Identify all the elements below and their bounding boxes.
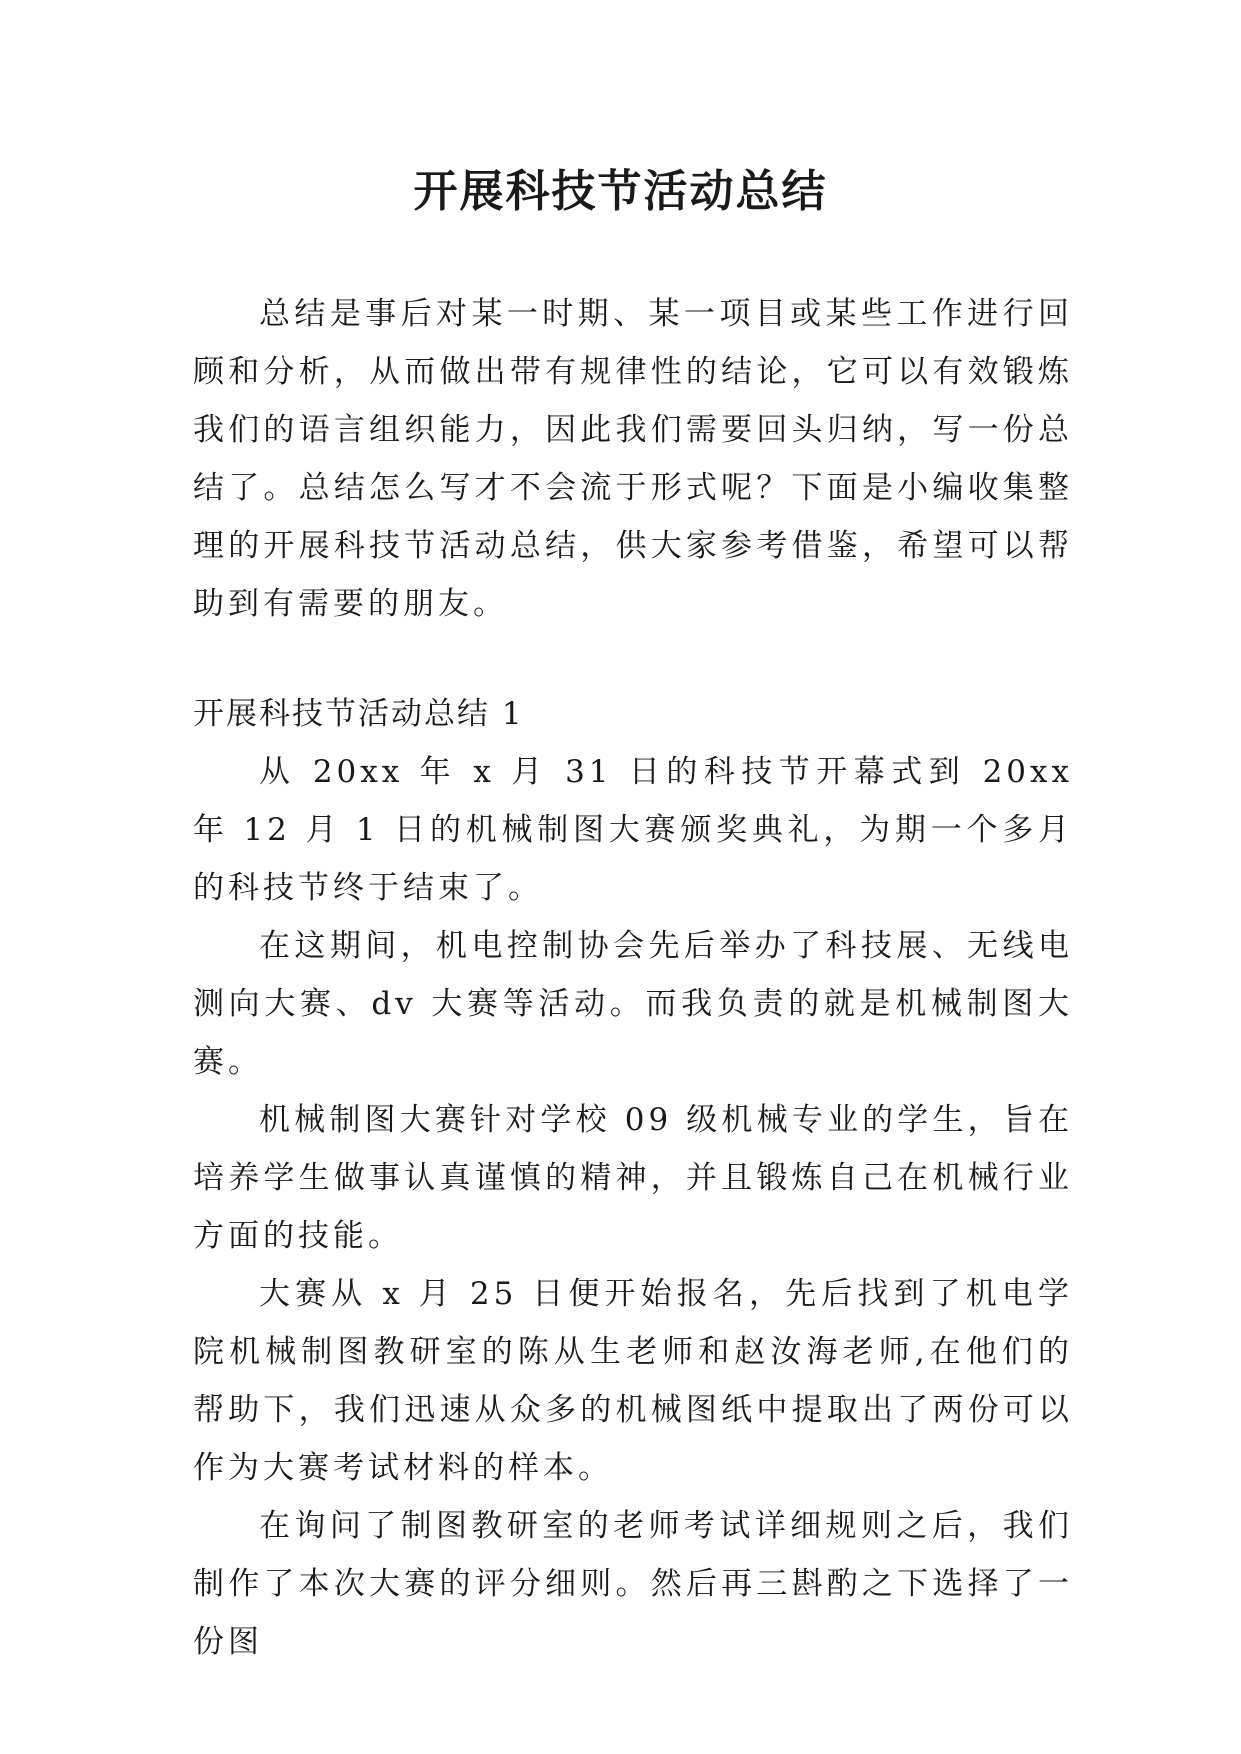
body-paragraph: 从 20xx 年 x 月 31 日的科技节开幕式到 20xx 年 12 月 1 日的机械制图大赛颁奖典礼，为期一个多月的科技节终于结束了。 xyxy=(193,754,1073,906)
section-heading: 开展科技节活动总结 1 xyxy=(193,696,524,732)
intro-paragraph: 总结是事后对某一时期、某一项目或某些工作进行回顾和分析，从而做出带有规律性的结论，它可以有效锻炼我们的语言组织能力，因此我们需要回头归纳，写一份总结了。总结怎么写才不会流于形式呢？下面是小编收集整理的开展科技节活动总结，供大家参考借鉴，希望可以帮助到有需要的朋友。 xyxy=(193,296,1073,622)
body-paragraph: 大赛从 x 月 25 日便开始报名，先后找到了机电学院机械制图教研室的陈从生老师和赵汝海老师,在他们的帮助下，我们迅速从众多的机械图纸中提取出了两份可以作为大赛考试材料的样本。 xyxy=(193,1276,1073,1486)
body-paragraph: 在询问了制图教研室的老师考试详细规则之后，我们制作了本次大赛的评分细则。然后再三斟酌之下选择了一份图 xyxy=(193,1508,1073,1660)
document-title: 开展科技节活动总结 xyxy=(413,166,828,217)
body-paragraph: 机械制图大赛针对学校 09 级机械专业的学生，旨在培养学生做事认真谨慎的精神，并且锻炼自己在机械行业方面的技能。 xyxy=(193,1102,1073,1254)
body-paragraph: 在这期间，机电控制协会先后举办了科技展、无线电测向大赛、dv 大赛等活动。而我负责的就是机械制图大赛。 xyxy=(193,928,1073,1080)
document-body xyxy=(193,285,1073,1671)
